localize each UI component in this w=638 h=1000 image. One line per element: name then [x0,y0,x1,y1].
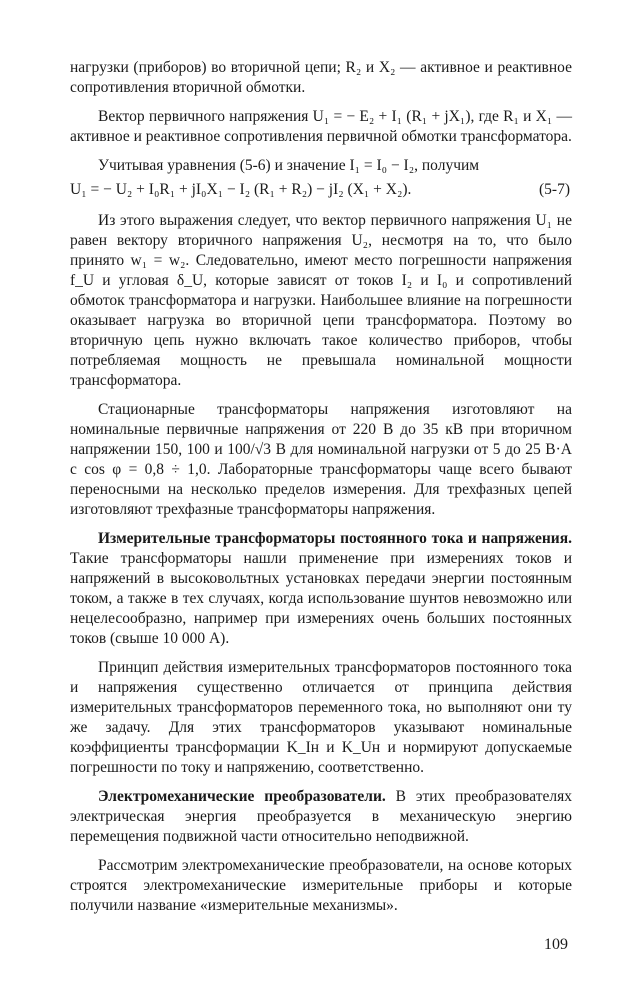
paragraph-text: В этих преобразователях электрическая энергия преобразуется в механическую энергию перемещения подвижной части относительно неподвижной. [70,788,572,845]
paragraph-text: Такие трансформаторы нашли применение при измерениях токов и напряжений в высоковольтных установках передачи энергии постоянным током, а также в тех случаях, когда использование шунтов невозможно или нецелесообразно, например при измерениях очень больших постоянных токов (свыше 10 000 А). [70,550,572,647]
equation-text: U₁ = − U₂ + I₀R₁ + jI₀X₁ − I₂ (R₁ + R₂) − jI₂ (X₁ + X₂). [70,181,412,198]
paragraph: Вектор первичного напряжения U₁ = − E₂ + I₁ (R₁ + jX₁), где R₁ и X₁ — активное и реактивное сопротивления первичной обмотки трансформатора. [70,108,572,145]
paragraph: Стационарные трансформаторы напряжения изготовляют на номинальные первичные напряжения от 220 В до 35 кВ при вторичном напряжении 150, 100 и 100/√3 В для номинальной нагрузки от 5 до 25 В·А с cos φ = 0,8 ÷ 1,0. Лабораторные трансформаторы чаще всего бывают переносными на несколько пределов измерения. Для трехфазных цепей изготовляют трехфазные трансформаторы напряжения. [70,401,572,518]
paragraph [70,787,572,847]
paragraph: Рассмотрим электромеханические преобразователи, на основе которых строятся электромеханические измерительные приборы и которые получили название «измерительные механизмы». [70,857,572,914]
paragraph: нагрузки (приборов) во вторичной цепи; R₂ и X₂ — активное и реактивное сопротивления вторичной обмотки. [70,59,572,96]
section-heading: Электромеханические преобразователи. [98,788,386,805]
equation-number: (5-7) [539,181,570,198]
equation-5-7 [70,178,572,202]
page-number: 109 [544,936,568,953]
paragraph [70,529,572,649]
section-heading: Измерительные трансформаторы постоянного тока и напряжения. [98,530,572,547]
paragraph: Учитывая уравнения (5-6) и значение I₁ = I₀ − I₂, получим [98,157,480,174]
page-body [70,58,572,916]
paragraph: Принцип действия измерительных трансформаторов постоянного тока и напряжения существенно отличается от принципа действия измерительных трансформаторов переменного тока, но выполняют они ту же задачу. Для этих трансформаторов указывают номинальные коэффициенты трансформации K_Iн и K_Uн и нормируют допускаемые погрешности по току и напряжению, соответственно. [70,659,572,776]
paragraph: Из этого выражения следует, что вектор первичного напряжения U₁ не равен вектору вторичного напряжения U₂, несмотря на то, что было принято w₁ = w₂. Следовательно, имеют место погрешности напряжения f_U и угловая δ_U, которые зависят от токов I₂ и I₀ и сопротивлений обмоток трансформатора и нагрузки. Наибольшее влияние на погрешности оказывает нагрузка во вторичной цепи трансформатора. Поэтому во вторичную цепь нужно включать такое количество приборов, чтобы потребляемая мощность не превышала номинальной мощности трансформатора. [70,212,572,389]
